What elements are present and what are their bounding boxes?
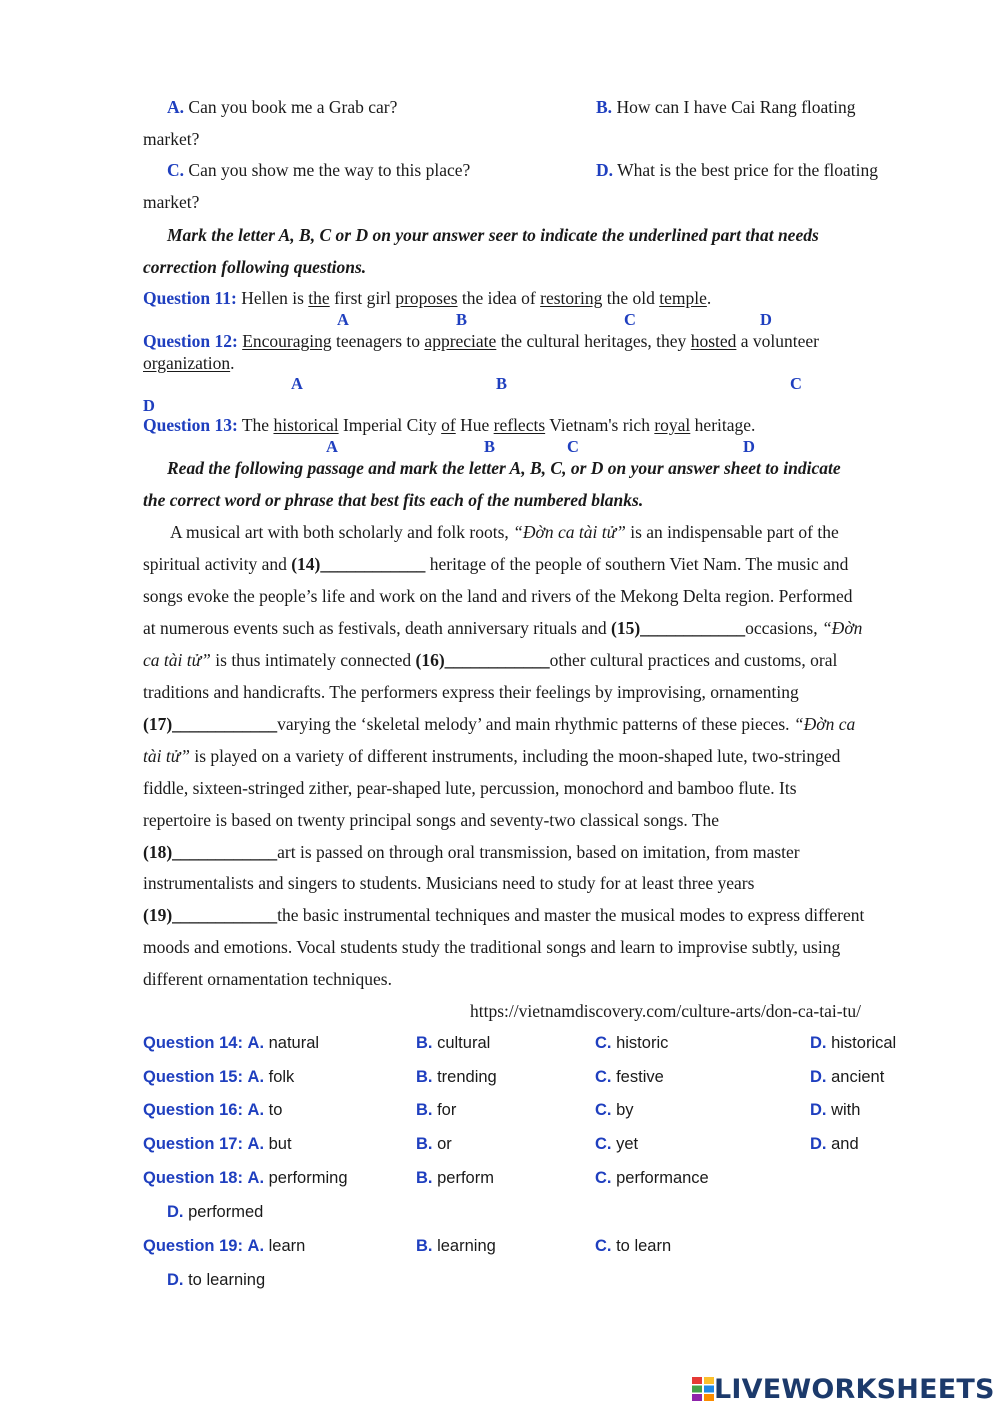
answer-q19-c (595, 1235, 671, 1257)
option-text: performing (268, 1169, 348, 1187)
option-text: cultural (437, 1034, 491, 1052)
option-letter: D. (596, 160, 614, 180)
question-13 (143, 414, 755, 436)
instruction-2-line1: Read the following passage and mark the letter A, B, C, or D on your answer sheet to indicate (167, 458, 841, 478)
text-segment: spiritual activity and (143, 554, 292, 574)
answer-q16 (143, 1099, 282, 1121)
option-text: learn (268, 1237, 306, 1255)
question-label: Question 15: (143, 1068, 243, 1086)
source-url: https://vietnamdiscovery.com/culture-arts/don-ca-tai-tu/ (470, 1001, 862, 1021)
text-segment: . (230, 353, 235, 373)
option-text: performance (616, 1169, 709, 1187)
text-segment: Vietnam's rich (545, 415, 655, 435)
option-text: or (437, 1135, 452, 1153)
answer-q17-d (810, 1133, 859, 1155)
mark-b: B (496, 374, 508, 393)
option-text: Can you show me the way to this place? (188, 160, 471, 180)
text-segment: at numerous events such as festivals, death anniversary rituals and (143, 618, 611, 638)
answer-q16-d (810, 1099, 860, 1121)
blank-19: (19)____________ (143, 905, 278, 925)
option-letter: B. (416, 1237, 433, 1255)
option-letter: C. (595, 1237, 612, 1255)
blank-18: (18)____________ (143, 842, 278, 862)
logo-text: LIVEWORKSHEETS (714, 1373, 995, 1405)
question-label: Question 12: (143, 331, 238, 351)
mark-d: D (143, 396, 155, 415)
option-letter: C. (595, 1034, 612, 1052)
text-segment: the idea of (457, 288, 541, 308)
text-segment: art is passed on through oral transmission, based on imitation, from master (277, 842, 800, 862)
passage-line (143, 745, 840, 767)
underlined-part-d: royal (654, 415, 691, 435)
underlined-part-d: organization (143, 353, 231, 373)
option-letter: C. (595, 1068, 612, 1086)
underlined-part-b: appreciate (424, 331, 497, 351)
answer-q19-d (167, 1269, 265, 1291)
passage-line: moods and emotions. Vocal students study the traditional songs and learn to improvise subtly, using (143, 937, 841, 957)
option-b (596, 96, 856, 118)
option-text: festive (616, 1068, 664, 1086)
passage-line: fiddle, sixteen-stringed zither, pear-shaped lute, percussion, monochord and bamboo flute. Its (143, 778, 797, 798)
option-text: to (268, 1101, 283, 1119)
mark-b: B (456, 310, 468, 329)
question-label: Question 14: (143, 1034, 243, 1052)
passage-line (143, 649, 837, 671)
instruction-2-line2: the correct word or phrase that best fits each of the numbered blanks. (143, 490, 644, 510)
answer-q15-b (416, 1066, 497, 1088)
passage-line: traditions and handicrafts. The performers express their feelings by improvising, ornamenting (143, 682, 799, 702)
passage-line (143, 713, 855, 735)
option-text: ancient (831, 1068, 885, 1086)
option-letter: B. (416, 1169, 433, 1187)
option-text: performed (188, 1203, 264, 1221)
question-label: Question 18: (143, 1169, 243, 1187)
passage-line: different ornamentation techniques. (143, 969, 392, 989)
option-letter: B. (416, 1068, 433, 1086)
answer-q16-c (595, 1099, 634, 1121)
option-text: perform (437, 1169, 494, 1187)
answer-q18-b (416, 1167, 494, 1189)
underlined-part-a: the (308, 288, 330, 308)
answer-q18-d (167, 1201, 263, 1223)
text-segment: the cultural heritages, they (496, 331, 691, 351)
option-letter: C. (595, 1135, 612, 1153)
mark-a: A (337, 310, 349, 329)
mark-d: D (743, 437, 755, 456)
underlined-part-c: reflects (493, 415, 546, 435)
answer-q19 (143, 1235, 305, 1257)
mark-a: A (326, 437, 338, 456)
underlined-part-d: temple (659, 288, 707, 308)
answer-q18 (143, 1167, 348, 1189)
option-letter: B. (416, 1135, 433, 1153)
text-segment: heritage. (690, 415, 756, 435)
question-12-wrap (143, 352, 235, 374)
option-letter: D. (167, 1271, 184, 1289)
answer-q14-c (595, 1032, 668, 1054)
option-text: historic (616, 1034, 669, 1052)
option-letter: A. (247, 1135, 265, 1153)
option-text: yet (616, 1135, 639, 1153)
italic-term: ca tài tử” (143, 650, 211, 670)
underlined-part-b: of (441, 415, 456, 435)
passage-line (143, 553, 848, 575)
text-segment: Hellen is (236, 288, 309, 308)
option-text: learning (437, 1237, 496, 1255)
question-11 (143, 287, 711, 309)
option-letter: B. (416, 1034, 433, 1052)
underlined-part-c: hosted (690, 331, 737, 351)
option-text: natural (268, 1034, 320, 1052)
liveworksheets-logo[interactable] (692, 1372, 995, 1406)
question-12 (143, 330, 819, 352)
option-letter: A. (247, 1034, 265, 1052)
mark-d: D (760, 310, 772, 329)
option-letter: C. (595, 1169, 612, 1187)
blank-14: (14)____________ (291, 554, 426, 574)
answer-q14 (143, 1032, 319, 1054)
text-segment: other cultural practices and customs, oral (549, 650, 838, 670)
answer-q15-d (810, 1066, 884, 1088)
mark-b: B (484, 437, 496, 456)
passage-line: songs evoke the people’s life and work on the land and rivers of the Mekong Delta region. Performed (143, 586, 853, 606)
mark-c: C (567, 437, 579, 456)
text-segment: teenagers to (331, 331, 425, 351)
passage-line (170, 521, 839, 543)
passage-line (143, 904, 864, 926)
option-d-wrap: market? (143, 192, 200, 212)
mark-a: A (291, 374, 303, 393)
text-segment: heritage of the people of southern Viet Nam. The music and (425, 554, 849, 574)
instruction-1-line1: Mark the letter A, B, C or D on your answer seer to indicate the underlined part that needs (167, 225, 819, 245)
italic-term: “Đờn ca (793, 714, 856, 734)
italic-term: tài tử” (143, 746, 190, 766)
answer-q17-c (595, 1133, 638, 1155)
option-text: by (616, 1101, 634, 1119)
option-text: but (268, 1135, 292, 1153)
option-text: How can I have Cai Rang floating (616, 97, 856, 117)
option-letter: C. (595, 1101, 612, 1119)
answer-q19-b (416, 1235, 496, 1257)
option-text: for (437, 1101, 457, 1119)
passage-line: instrumentalists and singers to students. Musicians need to study for at least three years (143, 873, 755, 893)
option-c (167, 159, 470, 181)
answer-q18-c (595, 1167, 709, 1189)
text-segment: the basic instrumental techniques and master the musical modes to express different (277, 905, 865, 925)
text-segment: is thus intimately connected (210, 650, 416, 670)
answer-q14-d (810, 1032, 896, 1054)
option-text: Can you book me a Grab car? (188, 97, 398, 117)
passage-line (143, 841, 800, 863)
option-text: with (831, 1101, 861, 1119)
option-b-wrap: market? (143, 129, 200, 149)
answer-q16-b (416, 1099, 456, 1121)
answer-q14-b (416, 1032, 490, 1054)
option-text: trending (437, 1068, 497, 1086)
blank-15: (15)____________ (611, 618, 746, 638)
option-text: folk (268, 1068, 295, 1086)
blank-17: (17)____________ (143, 714, 278, 734)
text-segment: occasions, (745, 618, 822, 638)
mark-c: C (790, 374, 802, 393)
text-segment: is an indispensable part of the (625, 522, 839, 542)
underlined-part-b: proposes (395, 288, 458, 308)
option-letter: A. (247, 1101, 265, 1119)
option-a (167, 96, 397, 118)
option-letter: A. (247, 1169, 265, 1187)
option-text: What is the best price for the floating (617, 160, 879, 180)
option-letter: D. (810, 1135, 827, 1153)
answer-q17 (143, 1133, 292, 1155)
question-label: Question 19: (143, 1237, 243, 1255)
option-letter: A. (247, 1237, 265, 1255)
underlined-part-c: restoring (540, 288, 603, 308)
text-segment: varying the ‘skeletal melody’ and main rhythmic patterns of these pieces. (277, 714, 794, 734)
option-text: historical (831, 1034, 897, 1052)
answer-q17-b (416, 1133, 452, 1155)
option-letter: B. (596, 97, 613, 117)
text-segment: the old (602, 288, 660, 308)
text-segment: is played on a variety of different instruments, including the moon-shaped lute, two-stringed (190, 746, 841, 766)
answer-q15 (143, 1066, 294, 1088)
blank-16: (16)____________ (415, 650, 550, 670)
option-text: and (831, 1135, 859, 1153)
option-letter: D. (810, 1034, 827, 1052)
answer-q15-c (595, 1066, 664, 1088)
italic-term: “Đờn ca tài tử” (513, 522, 626, 542)
option-letter: D. (810, 1101, 827, 1119)
question-label: Question 13: (143, 415, 238, 435)
italic-term: “Đờn (821, 618, 863, 638)
underlined-part-a: historical (273, 415, 339, 435)
option-letter: A. (247, 1068, 265, 1086)
text-segment: a volunteer (736, 331, 819, 351)
text-segment: A musical art with both scholarly and folk roots, (170, 522, 514, 542)
question-label: Question 17: (143, 1135, 243, 1153)
text-segment: . (706, 288, 712, 308)
text-segment: Imperial City (338, 415, 442, 435)
option-letter: C. (167, 160, 185, 180)
underlined-part-a: Encouraging (242, 331, 332, 351)
question-label: Question 16: (143, 1101, 243, 1119)
text-segment: first girl (329, 288, 396, 308)
option-letter: D. (167, 1203, 184, 1221)
mark-c: C (624, 310, 636, 329)
liveworksheets-logo-icon (692, 1377, 714, 1401)
option-letter: A. (167, 97, 185, 117)
question-label: Question 11: (143, 288, 237, 308)
text-segment: Hue (455, 415, 494, 435)
passage-line: repertoire is based on twenty principal songs and seventy-two classical songs. The (143, 810, 720, 830)
option-d (596, 159, 878, 181)
passage-line (143, 617, 862, 639)
option-letter: D. (810, 1068, 827, 1086)
instruction-1-line2: correction following questions. (143, 257, 367, 277)
option-text: to learn (616, 1237, 672, 1255)
option-letter: B. (416, 1101, 433, 1119)
option-text: to learning (188, 1271, 266, 1289)
text-segment: The (237, 415, 274, 435)
